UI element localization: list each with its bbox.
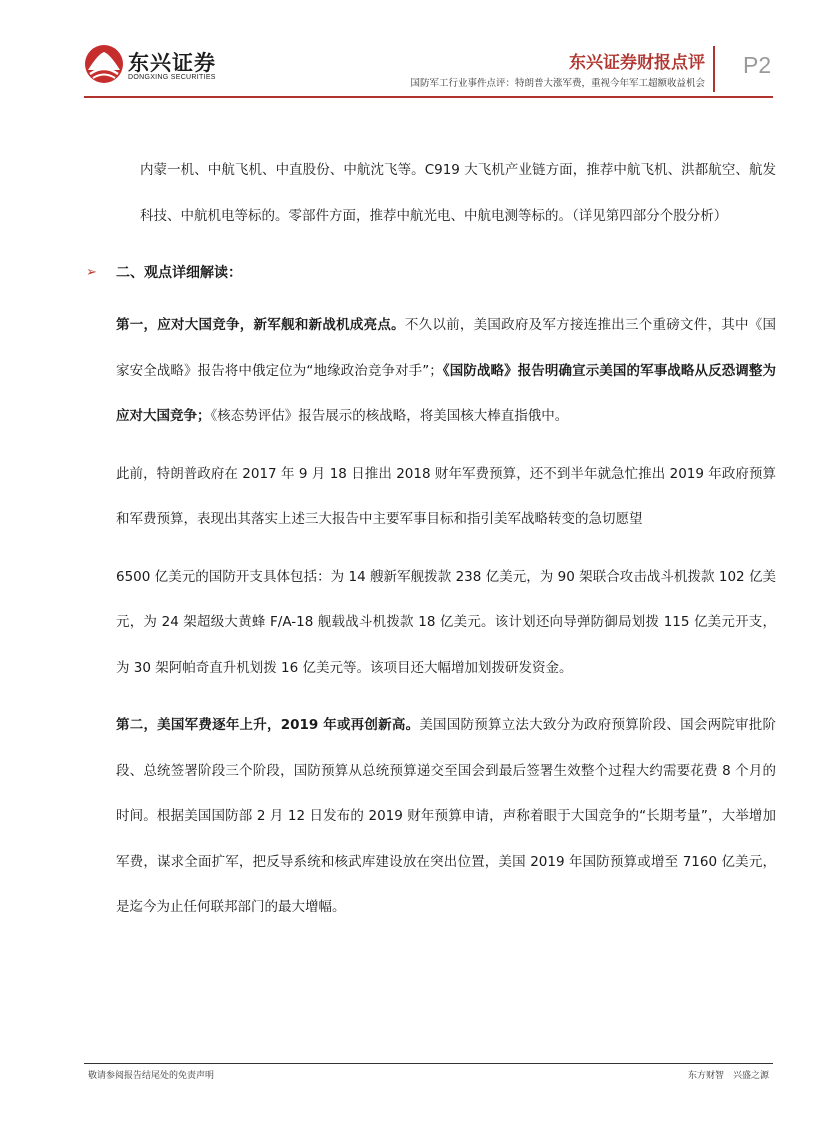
paragraph-recommendations: 内蒙一机、中航飞机、中直股份、中航沈飞等。C919 大飞机产业链方面，推荐中航飞机、洪都航空、航发科技、中航机电等标的。零部件方面，推荐中航光电、中航电测等标的。（详见第四部分个股分析） <box>140 162 776 224</box>
paragraph-point-two <box>116 703 776 931</box>
point-two-text: 美国国防预算立法大致分为政府预算阶段、国会两院审批阶段、总统签署阶段三个阶段，国防预算从总统预算递交至国会到最后签署生效整个过程大约需要花费 8 个月的时间。根据美国国防部 2 月 12 日发布的 2019 财年预算申请，声称着眼于大国竞争的“长期考量”，大举增加军费，谋求全面扩军，把反导系统和核武库建设放在突出位置，美国 2019 年国防预算或增至 7160 亿美元，是迄今为止任何联邦部门的最大增幅。 <box>116 717 777 915</box>
report-subtitle: 国防军工行业事件点评：特朗普大涨军费，重视今年军工超额收益机会 <box>410 78 705 89</box>
company-logo <box>84 44 234 94</box>
report-body <box>86 148 777 943</box>
point-two-heading: 第二，美国军费逐年上升，2019 年或再创新高。 <box>116 717 420 733</box>
point-one-text-b: 《核态势评估》报告展示的核战略，将美国核大棒直指俄中。 <box>210 408 569 424</box>
paragraph-spending-details: 6500 亿美元的国防开支具体包括：为 14 艘新军舰拨款 238 亿美元，为 90 架联合攻击战斗机拨款 102 亿美元，为 24 架超级大黄蜂 F/A-18 舰载战斗机拨款 18 亿美元。该计划还向导弹防御局划拨 115 亿美元开支，为 30 架阿帕奇直升机划拨 16 亿美元等。该项目还大幅增加划拨研发资金。 <box>116 568 776 676</box>
point-one-heading: 第一，应对大国竞争，新军舰和新战机成亮点。 <box>116 317 405 333</box>
point-one-emphasis: 《国防战略》报告明确宣示美国的军事战略从反恐调整为应对大国竞争； <box>116 362 776 424</box>
point-one-text-a: 不久以前，美国政府及军方接连推出三个重磅文件，其中《国家安全战略》报告将中俄定位为“地缘政治竞争对手”； <box>116 317 777 379</box>
section-heading-text: 二、观点详细解读： <box>116 265 242 281</box>
page-number: P2 <box>743 52 772 78</box>
header-rule <box>84 96 773 98</box>
section-heading <box>86 257 776 289</box>
logo-emblem-icon <box>84 44 124 84</box>
footer-slogan: 东方财智 兴盛之源 <box>687 1071 769 1081</box>
logo-text-cn: 东兴证券 <box>128 51 216 75</box>
footer-disclaimer: 敬请参阅报告结尾处的免责声明 <box>88 1071 215 1081</box>
logo-text-en: DONGXING SECURITIES <box>128 74 216 81</box>
report-type-title: 东兴证券财报点评 <box>569 53 705 73</box>
footer-rule <box>84 1063 773 1064</box>
paragraph-budget-history: 此前，特朗普政府在 2017 年 9 月 18 日推出 2018 财年军费预算，还不到半年就急忙推出 2019 年政府预算和军费预算，表现出其落实上述三大报告中主要军事目标和指引美军战略转变的急切愿望 <box>116 465 776 527</box>
paragraph-point-one <box>116 303 776 440</box>
arrow-bullet-icon: ➢ <box>86 265 97 280</box>
header-divider <box>713 46 715 92</box>
